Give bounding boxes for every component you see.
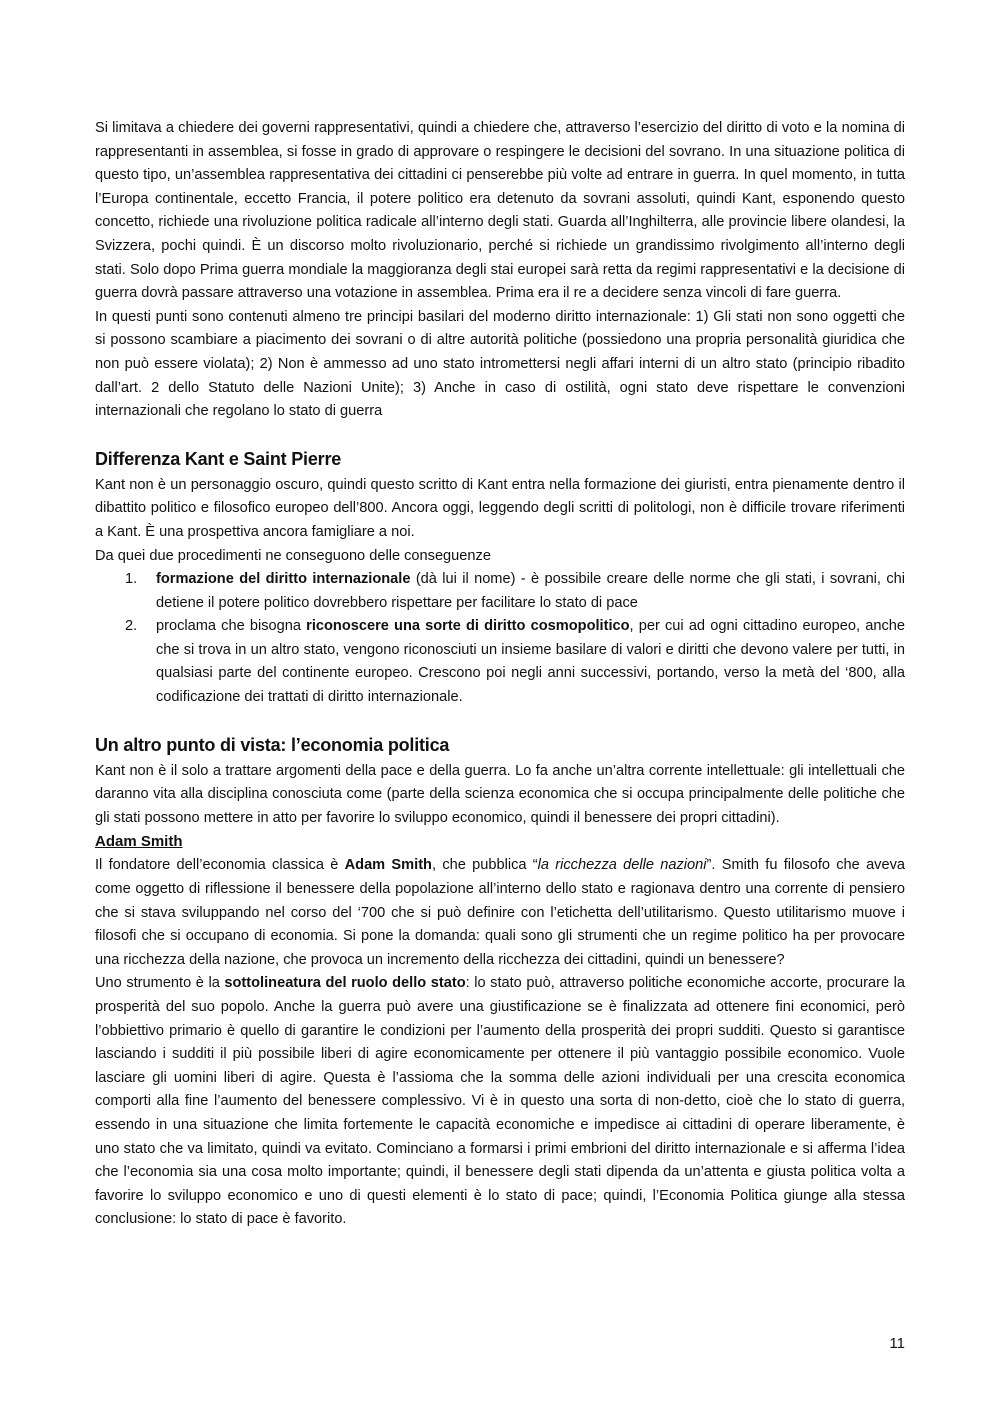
bold-term: formazione del diritto internazionale <box>156 571 411 588</box>
paragraph-kant-formazione-giuristi: Kant non è un personaggio oscuro, quindi questo scritto di Kant entra nella formazione dei giuristi, entra pienamente dentro il dibattito politico e filosofico europeo dell’800. Ancora oggi, leggendo degli scritti di politologi, non è difficile trovare riferimenti a Kant. È una prospettiva ancora famigliare a noi. <box>95 476 905 540</box>
list-item-text: formazione del diritto internazionale (dà lui il nome) - è possibile creare delle norme che gli stati, i sovrani, chi detiene il potere politico dovrebbero rispettare per facilitare lo stato di pace <box>156 571 905 611</box>
bold-term: riconoscere una sorte di diritto cosmopolitico <box>306 618 630 635</box>
heading-differenza-kant-saint-pierre: Differenza Kant e Saint Pierre <box>95 448 342 469</box>
bold-term: Adam Smith <box>344 857 432 874</box>
paragraph-conseguenze-intro: Da quei due procedimenti ne conseguono delle conseguenze <box>95 547 491 564</box>
paragraph-ruolo-dello-stato: Uno strumento è la sottolineatura del ruolo dello stato: lo stato può, attraverso politiche economiche accorte, procurare la prosperità del suo popolo. Anche la guerra può avere una giustificazione se è finalizzata ad ottenere fini economici, però l’obbiettivo primario è quello di garantire le condizioni per l’aumento della prosperità dei propri sudditi. Questo si garantisce lasciando i sudditi il più possibile liberi di agire economicamente per ottenere il più vantaggio possibile economico. Vuole lasciare gli uomini liberi di agire. Questa è l’assioma che la somma delle azioni individuali per una crescita economica comporti alla fine l’aumento del benessere complessivo. Vi è in questo una sorta di non-detto, cioè che lo stato di guerra, essendo in una situazione che limita fortemente le capacità economiche e impedisce ai cittadini di operare liberamente, è uno stato che va limitato, quindi va evitato. Cominciano a formarsi i primi embrioni del diritto internazionale e si afferma l’idea che l’economia sia una cosa molto importante; quindi, il benessere degli stati dipenda da un’attenta e giusta politica volta a favorire lo sviluppo economico e uno di questi elementi è lo stato di pace; quindi, l’Economia Politica giunge alla stessa conclusione: lo stato di pace è favorito. <box>95 975 905 1228</box>
list-item-number: 2. <box>125 618 138 635</box>
list-item-number: 1. <box>125 571 138 588</box>
consequences-list <box>95 568 905 710</box>
paragraph-adam-smith: Il fondatore dell’economia classica è Adam Smith, che pubblica “la ricchezza delle nazioni”. Smith fu filosofo che aveva come oggetto di riflessione il benessere della popolazione all’interno dello stato e ragionava dentro una corrente di pensiero che si stava sviluppando nel corso del ‘700 che si può definire con l’etichetta dell’utilitarismo. Questo utilitarismo muove i filosofi che si occupano di economia. Si pone la domanda: quali sono gli strumenti che un regime politico ha per provocare una ricchezza della nazione, che provoca un incremento della ricchezza dei cittadini, quindi un benessere? <box>95 857 906 968</box>
paragraph-corrente-intellettuale: Kant non è il solo a trattare argomenti della pace e della guerra. Lo fa anche un’altra corrente intellettuale: gli intellettuali che daranno vita alla disciplina conosciuta come (parte della scienza economica che si occupa principalmente delle politiche che gli stati possono mettere in atto per favorire lo sviluppo economico, quindi il benessere dei propri cittadini). <box>95 762 905 826</box>
list-item <box>95 615 905 709</box>
paragraph-governi-rappresentativi: Si limitava a chiedere dei governi rappresentativi, quindi a chiedere che, attraverso l’esercizio del diritto di voto e la nomina di rappresentanti in assemblea, si fosse in grado di approvare o respingere le decisioni del sovrano. In una situazione politica di questo tipo, un’assemblea rappresentativa dei cittadini ci penserebbe più volte ad entrare in guerra. In quel momento, in tutta l’Europa continentale, eccetto Francia, il potere politico era detenuto da sovrani assoluti, quindi Kant, esponendo questo concetto, richiede una rivoluzione politica radicale all’interno degli stati. Guarda all’Inghilterra, alle provincie libere olandesi, la Svizzera, pochi quindi. È un discorso molto rivoluzionario, perché si richiede un grandissimo rivolgimento all’interno degli stati. Solo dopo Prima guerra mondiale la maggioranza degli stai europei sarà retta da regimi rappresentativi e la decisione di guerra dovrà passare attraverso una votazione in assemblea. Prima era il re a decidere senza vincoli di fare guerra. <box>95 120 905 302</box>
subheading-adam-smith: Adam Smith <box>95 833 183 851</box>
book-title: la ricchezza delle nazioni <box>537 857 707 874</box>
heading-economia-politica: Un altro punto di vista: l’economia politica <box>95 734 450 755</box>
list-item-text: proclama che bisogna riconoscere una sorte di diritto cosmopolitico, per cui ad ogni cittadino europeo, anche che si trova in un altro stato, vengono riconosciuti un insieme basilare di valori e diritti che devono valere per tutti, in qualsiasi parte del continente europeo. Crescono poi negli anni successivi, portando, verso la metà del ‘800, alla codificazione dei trattati di diritto internazionale. <box>156 618 906 706</box>
bold-term: sottolineatura del ruolo dello stato <box>224 975 466 992</box>
page-number: 11 <box>889 1335 905 1352</box>
list-item <box>95 568 905 615</box>
page-content <box>95 117 905 1232</box>
paragraph-principi-diritto-internazionale: In questi punti sono contenuti almeno tre principi basilari del moderno diritto internazionale: 1) Gli stati non sono oggetti che si possono scambiare a piacimento dei sovrani o di altre autorità politiche (possiedono una propria personalità giuridica che non può essere violata); 2) Non è ammesso ad uno stato intromettersi negli affari interni di un altro stato (principio ribadito dall’art. 2 dello Statuto delle Nazioni Unite); 3) Anche in caso di ostilità, ogni stato deve rispettare le convenzioni internazionali che regolano lo stato di guerra <box>95 308 905 420</box>
